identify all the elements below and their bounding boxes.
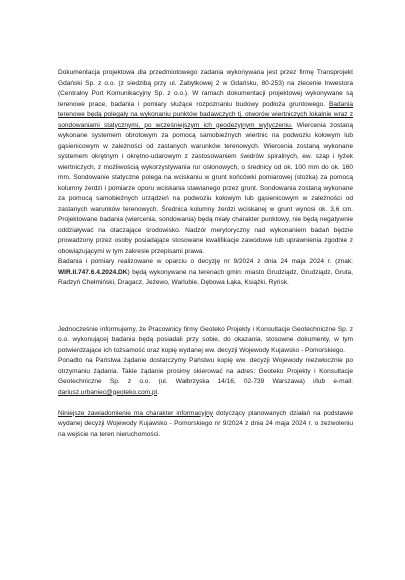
paragraph-copy-request [58,356,353,398]
paragraph-project-description [58,68,353,257]
drilling-description: Wiercenia zostaną wykonane systemem obrotowym za pomocą samobieżnych wiertnic na podwoziu kołowym lub gąsienicowym w zależności od zastanych warunków terenowych. Wiercenia zostaną wykonane systemem okrętnym i okrętno-udarowym z zastosowaniem świdrów spiralnych, ew. szap i łyżek wiertniczych, z możliwością wykorzystywania rur osłonowych, o średnicy od ok. 100 mm do ok. 160 mm. Sondowanie statyczne polega na wciskaniu w grunt końcówki pomiarowej (stożka) za pomocą kolumny żerdzi i pomiarze oporu wciskania stawianego przez grunt. Sondowania zostaną wykonane za pomocą samobieżnych urządzeń na podwoziu kołowym lub gąsienicowym w zależności od zastanych warunków terenowych. Średnica kolumny żerdzi wciskanej w grunt wynosi ok. 3,6 cm. Projektowane badania (wiercenia, sondowania) będą miały charakter punktowy, nie będą negatywnie oddziaływać na otaczające środowisko. Nadzór merytoryczny nad wykonaniem badań będzie prowadzony przez osoby posiadające stosowane kwalifikacje zawodowe lub uprawnienia zgodnie z obowiązującymi w tym zakresie przepisami prawa. [58,121,353,255]
paragraph-decision-reference [58,257,353,289]
underlined-notice: Niniejsze zawiadomienie ma charakter informacyjny [58,409,214,417]
municipalities-text: ) będą wykonywane na terenach gmin: miasto Grudziądz, Grudziądz, Gruta, Radzyń Chełmiński, Dragacz, Jeżewo, Warlubie, Dębowa Łąka, Książki, Ryńsk. [58,268,353,286]
request-end: . [157,388,159,396]
intro-text: Dokumentacja projektowa dla przedmiotowego zadania wykonywana jest przez firmę Transprojekt Gdański Sp. z o.o. (z siedzibą przy ul. Zabytkowej 2 w Gdańsku, 80-253) na zlecenie Inwestora (Centralny Port Komunikacyjny Sp. z o.o.). W ramach dokumentacji projektowej wykonywane są terenowe prace, badania i pomiary służące rozpoznaniu budowy podłoża gruntowego. [58,69,353,108]
notice-text: dotyczący planowanych działań na podstawie wydanej decyzji Wojewody Kujawsko - Pomorskiego nr 9/2024 z dnia 24 maja 2024 r. o zezwoleniu na wejście na teren nieruchomości. [58,409,353,438]
decision-sign: WIR.II.747.6.4.2024.DK [58,268,128,276]
paragraph-staff-documents: Jednocześnie informujemy, że Pracownicy firmy Geoteko Projekty i Konsultacje Geotechniczne Sp. z o.o. wykonującej badania będą posiadali przy sobie, do okazania, stosowne dokumenty, w tym potwierdzające ich tożsamość oraz kopię wydanej ww. decyzji Wojewody Kujawsko - Pomorskiego. [58,325,353,354]
request-text: Ponadto na Państwa żądanie dostarczymy Państwu kopię ww. decyzji Wojewody niezwłocznie po otrzymaniu żądania. Takie żądanie prosimy skierować na adres: Geoteko Projekty i Konsultacje Geotechniczne Sp. z o.o. (ul. Wałbrzyska 14/16, 02-739 Warszawa) i/lub e-mail: [58,357,353,385]
email-link[interactable]: dariusz.urbaniec@geoteko.com.pl [58,388,158,396]
paragraph-notice [58,409,353,441]
decision-text: Badania i pomiary realizowane w oparciu o decyzję nr 9/2024 z dnia 24 maja 2024 r. (znak: [58,258,353,265]
underlined-research-scope: Badania terenowe będą polegały na wykonaniu punktów badawczych tj. otworów wiertniczych lokalnie wraz z sondowaniami statycznymi, po wcześniejszym ich geodezyjnym wytyczeniu. [58,100,353,129]
